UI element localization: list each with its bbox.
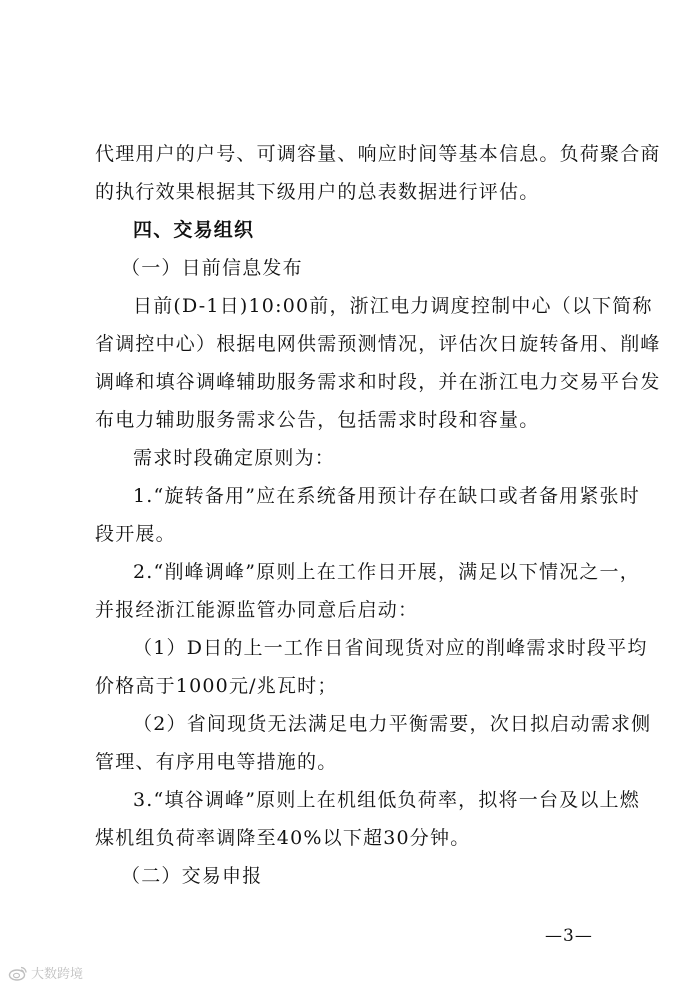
paragraph-line: 省调控中心）根据电网供需预测情况，评估次日旋转备用、削峰 [95, 333, 661, 355]
subsection-heading: （二）交易申报 [121, 865, 263, 887]
paragraph-line: 代理用户的户号、可调容量、响应时间等基本信息。负荷聚合商 [95, 143, 661, 165]
list-item: 1.“旋转备用”应在系统备用预计存在缺口或者备用紧张时 [133, 485, 640, 507]
list-item-continuation: 并报经浙江能源监管办同意后启动： [95, 599, 419, 621]
sub-list-item-continuation: 价格高于1000元/兆瓦时； [95, 675, 338, 697]
subsection-heading: （一）日前信息发布 [121, 257, 303, 279]
watermark-text: 大数跨境 [31, 967, 84, 982]
paragraph-line: 的执行效果根据其下级用户的总表数据进行评估。 [95, 181, 540, 203]
list-item: 3.“填谷调峰”原则上在机组低负荷率，拟将一台及以上燃 [133, 789, 640, 811]
sub-list-item: （1）D日的上一工作日省间现货对应的削峰需求时段平均 [133, 637, 648, 659]
paragraph-line: 布电力辅助服务需求公告，包括需求时段和容量。 [95, 409, 540, 431]
paragraph-line: 需求时段确定原则为： [133, 447, 336, 469]
paragraph-line: 日前(D-1日)10:00前，浙江电力调度控制中心（以下简称 [133, 295, 653, 317]
paragraph-line: 调峰和填谷调峰辅助服务需求和时段，并在浙江电力交易平台发 [95, 371, 661, 393]
list-item-continuation: 段开展。 [95, 523, 176, 545]
watermark [8, 963, 83, 982]
page-number: —3— [545, 926, 593, 946]
sub-list-item: （2）省间现货无法满足电力平衡需要，次日拟启动需求侧 [133, 713, 652, 735]
sub-list-item-continuation: 管理、有序用电等措施的。 [95, 751, 338, 773]
list-item-continuation: 煤机组负荷率调降至40%以下超30分钟。 [95, 827, 471, 849]
weibo-logo-icon [8, 965, 28, 981]
list-item: 2.“削峰调峰”原则上在工作日开展，满足以下情况之一， [133, 561, 640, 583]
section-heading: 四、交易组织 [133, 219, 255, 241]
